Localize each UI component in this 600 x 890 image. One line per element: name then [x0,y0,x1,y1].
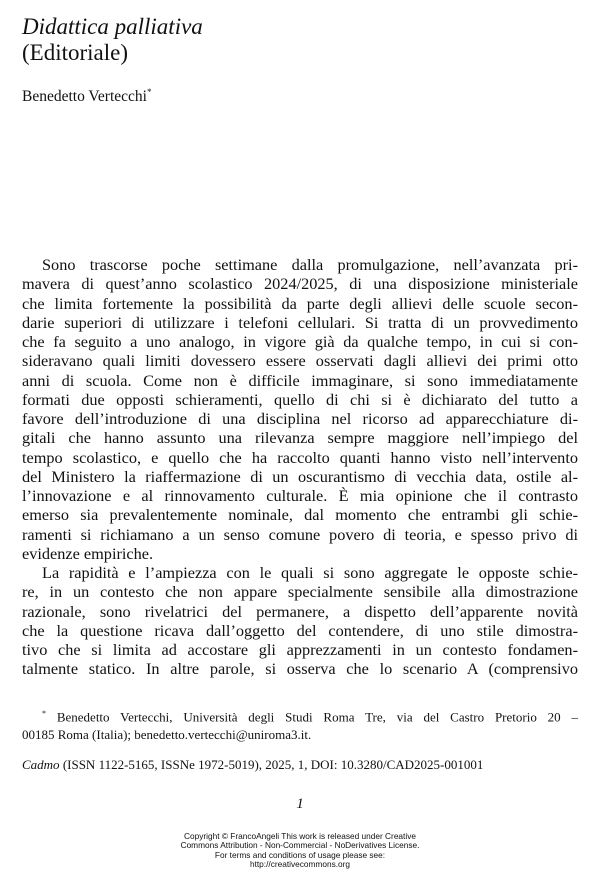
license-notice [0,832,600,869]
body-line: evidenze empiriche. [22,543,154,563]
body-line: che limita fortemente la possibilità da parte degli allievi delle scuole secon- [22,293,578,313]
body-line: gitali che hanno assunto una rilevanza sempre maggiore nell’impiego del [22,428,578,448]
body-line: l’innovazione e al rinnovamento culturale. È mia opinione che il contrasto [22,486,578,505]
license-link[interactable]: http://creativecommons.org [249,858,351,869]
footnote-marker[interactable]: * [146,87,152,97]
footnote-mark: * [42,709,46,718]
body-line: anni di scuola. Come non è difficile immaginare, si sono immediatamente [22,370,578,390]
body-line: La rapidità e l’ampiezza con le quali si sono aggregate le opposte schie- [42,563,578,582]
article-title: Didattica palliativa [22,14,203,39]
author-footnote [22,705,578,744]
body-line: re, in un contesto che non appare specialmente sensibile alla dimostrazione [22,582,578,602]
article-subtitle: (Editoriale) [22,40,129,65]
license-line-2: Commons Attribution - Non-Commercial - NoDerivatives License. [180,840,420,851]
body-line: razionale, sono rivelatrici del permanere, a dispetto dell’apparente novità [22,601,578,621]
citation-details: (ISSN 1122-5165, ISSNe 1972-5019), 2025, 1, DOI: 10.3280/CAD2025-001001 [59,757,484,772]
page-number: 1 [296,796,304,812]
body-line: talmente statico. In altre parole, si osserva che lo scenario A (comprensivo [22,659,578,679]
body-line: che la questione ricava dall’oggetto del contendere, di uno stile dimostra- [22,620,578,640]
body-line: sideravano quali limiti dovessero essere osservati dagli allievi dei primi otto [22,351,578,371]
body-line: mavera di quest’anno scolastico 2024/2025, di una disposizione ministeriale [22,274,578,294]
license-line-1: Copyright © FrancoAngeli This work is released under Creative [184,831,416,841]
body-line: ramenti si richiamano a un senso comune povero di teoria, e spesso privo di [22,524,578,544]
body-line: emerso sia prevalentemente nominale, dal momento che entrambi gli schie- [22,505,578,525]
body-line: che fa seguito a uno analogo, in vigore già da qualche tempo, in cui si con- [22,332,578,351]
author-name-text: Benedetto Vertecchi [22,88,147,106]
body-text [22,255,578,679]
license-line-3: For terms and conditions of usage please see: [214,849,386,860]
body-line: Sono trascorse poche settimane dalla promulgazione, nell’avanzata pri- [42,255,578,274]
body-line: darie superiori di utilizzare i telefoni cellulari. Si tratta di un provvedimento [22,312,578,332]
body-line: favore dell’introduzione di una disciplina nel ricorso ad apparecchiature di- [22,409,578,428]
journal-name: Cadmo [22,757,60,772]
footnote-text-1: Benedetto Vertecchi, Università degli Studi Roma Tre, via del Castro Pretorio 20 – [56,709,579,725]
body-line: tempo scolastico, e quello che ha raccolto quanti hanno visto nell’intervento [22,447,578,467]
author-name [22,82,151,107]
body-line: del Ministero la riaffermazione di un oscurantismo di vecchia data, ostile al- [22,466,578,486]
footnote-line [22,705,578,726]
body-line: tivo che si limita ad accostare gli apprezzamenti in un contesto fondamen- [22,640,578,659]
footnote-text-2: 00185 Roma (Italia); benedetto.vertecchi@uniroma3.it. [22,727,312,743]
body-line: formati due opposti schieramenti, quello di chi si è dichiarato del tutto a [22,389,578,409]
journal-citation [22,756,483,774]
